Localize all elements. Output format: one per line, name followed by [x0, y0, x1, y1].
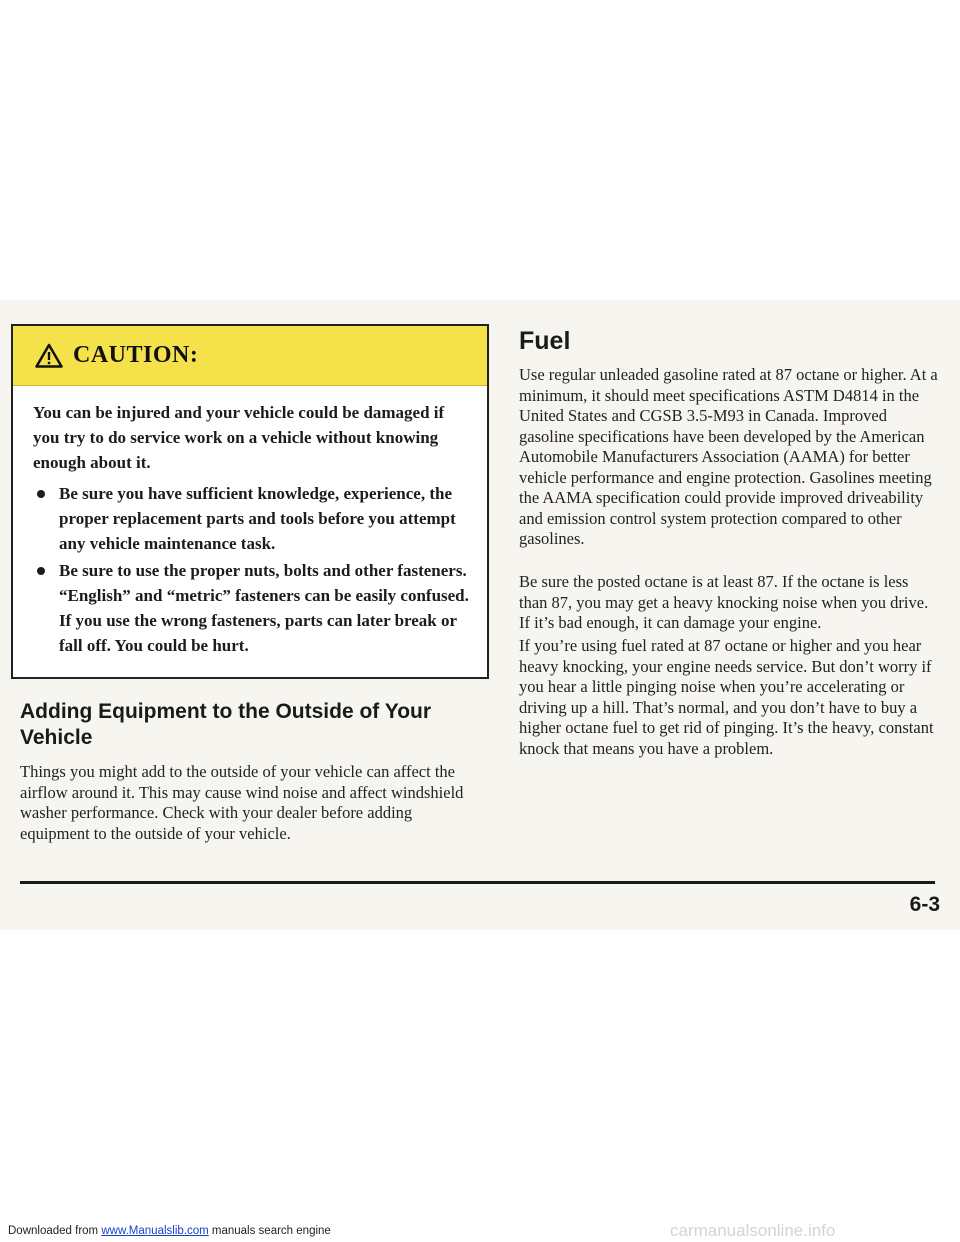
caution-bullet-item — [33, 558, 469, 658]
bullet-icon — [37, 567, 45, 575]
watermark: carmanualsonline.info — [670, 1221, 836, 1240]
fuel-heading: Fuel — [519, 327, 571, 355]
caution-bullet-item — [33, 481, 469, 556]
footer-rule — [20, 881, 935, 884]
bullet-icon — [37, 490, 45, 498]
fuel-paragraph: If you’re using fuel rated at 87 octane or higher and you hear heavy knocking, your engine needs service. But don’t worry if you hear a little pinging noise when you’re accelerating or driving up a hill. That’s normal, and you don’t have to buy a higher octane fuel to get rid of pinging. It’s the heavy, constant knock that means you have a problem. — [519, 636, 934, 758]
caution-intro: You can be injured and your vehicle could be damaged if you try to do service work on a vehicle without knowing enough about it. — [33, 403, 445, 472]
caution-bullet-list — [33, 481, 469, 658]
fuel-paragraph: Use regular unleaded gasoline rated at 87 octane or higher. At a minimum, it should meet specifications ASTM D4814 in the United States and CGSB 3.5-M93 in Canada. Improved gasoline specifications have been developed by the American Automobile Manufacturers Association (AAMA) for better vehicle performance and engine protection. Gasolines meeting the AAMA specification could provide improved driveability and emission control system protection compared to other gasolines. — [519, 365, 938, 548]
download-footer — [8, 1225, 331, 1237]
caution-bullet-text: Be sure you have sufficient knowledge, experience, the proper replacement parts and tools before you attempt any vehicle maintenance task. — [59, 484, 456, 553]
caution-title: CAUTION: — [73, 342, 199, 368]
adding-equipment-paragraph: Things you might add to the outside of your vehicle can affect the airflow around it. This may cause wind noise and affect windshield washer performance. Check with your dealer before adding equipment to the outside of your vehicle. — [20, 762, 464, 843]
adding-equipment-heading: Adding Equipment to the Outside of Your Vehicle — [20, 700, 432, 749]
caution-body — [13, 386, 487, 658]
footer-prefix: Downloaded from — [8, 1225, 102, 1237]
footer-suffix: manuals search engine — [208, 1225, 331, 1237]
page-number: 6-3 — [909, 893, 940, 916]
caution-bullet-text: Be sure to use the proper nuts, bolts and other fasteners. “English” and “metric” fasteners can be easily confused. If you use the wrong fasteners, parts can later break or fall off. You could be hurt. — [59, 561, 469, 655]
caution-header — [13, 326, 487, 386]
manualslib-link[interactable]: www.Manualslib.com — [101, 1225, 209, 1237]
caution-box — [11, 324, 489, 679]
warning-triangle-icon — [35, 343, 63, 368]
fuel-paragraph: Be sure the posted octane is at least 87. If the octane is less than 87, you may get a heavy knocking noise when you drive. If it’s bad enough, it can damage your engine. — [519, 572, 929, 632]
